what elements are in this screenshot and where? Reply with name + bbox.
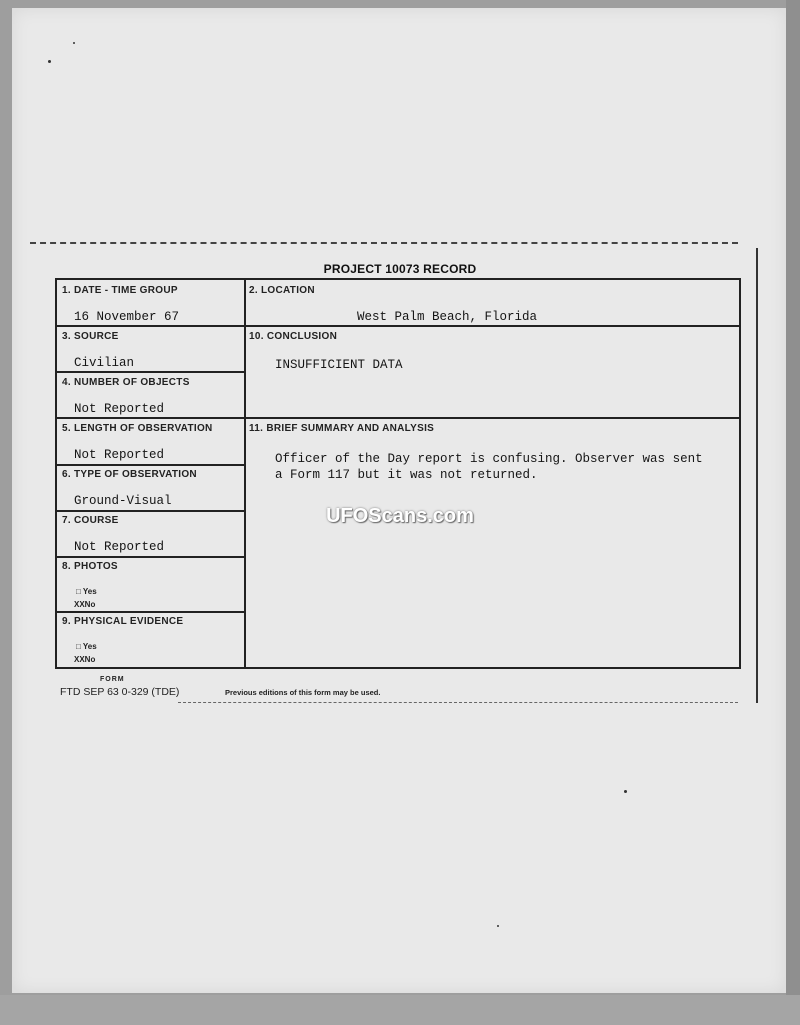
row-divider <box>57 417 244 419</box>
date-time-value: 16 November 67 <box>74 310 180 324</box>
physical-evidence-no-checkbox: XXNo <box>74 655 96 664</box>
conclusion-label: 10. CONCLUSION <box>249 331 338 342</box>
row-divider <box>57 611 244 613</box>
number-of-objects-value: Not Reported <box>74 402 165 416</box>
scan-speck <box>73 42 75 44</box>
summary-text: Officer of the Day report is confusing. Observer was sent a Form 117 but it was not returned. <box>275 452 703 482</box>
photos-yes-checkbox: □ Yes <box>76 587 97 596</box>
top-dashed-rule <box>30 242 738 244</box>
right-edge-rule <box>756 248 758 703</box>
conclusion-value: INSUFFICIENT DATA <box>275 358 403 372</box>
form-title: PROJECT 10073 RECORD <box>323 262 477 276</box>
row-divider <box>57 325 244 327</box>
row-divider <box>244 325 739 327</box>
row-divider <box>57 510 244 512</box>
row-divider <box>57 556 244 558</box>
type-of-observation-label: 6. TYPE OF OBSERVATION <box>62 469 197 480</box>
footer-form-code: FTD SEP 63 0-329 (TDE) <box>60 686 180 698</box>
number-of-objects-label: 4. NUMBER OF OBJECTS <box>62 377 190 388</box>
physical-evidence-yes-checkbox: □ Yes <box>76 642 97 651</box>
source-value: Civilian <box>74 356 135 370</box>
scan-edge-bottom <box>0 995 800 1025</box>
course-label: 7. COURSE <box>62 515 119 526</box>
length-of-observation-label: 5. LENGTH OF OBSERVATION <box>62 423 213 434</box>
footer-note: Previous editions of this form may be used. <box>225 688 381 697</box>
photos-label: 8. PHOTOS <box>62 561 118 572</box>
summary-label: 11. BRIEF SUMMARY AND ANALYSIS <box>249 423 435 434</box>
length-of-observation-value: Not Reported <box>74 448 165 462</box>
record-form <box>55 278 741 669</box>
row-divider <box>244 417 739 419</box>
photos-no-checkbox: XXNo <box>74 600 96 609</box>
column-divider <box>244 280 246 667</box>
watermark: UFOScans.com <box>326 505 474 527</box>
footer-form-word: FORM <box>100 676 125 683</box>
physical-evidence-label: 9. PHYSICAL EVIDENCE <box>62 616 184 627</box>
source-label: 3. SOURCE <box>62 331 119 342</box>
bottom-dashed-rule <box>178 702 738 703</box>
scan-speck <box>624 790 627 793</box>
course-value: Not Reported <box>74 540 165 554</box>
location-value: West Palm Beach, Florida <box>357 310 538 324</box>
scan-speck <box>48 60 51 63</box>
scan-speck <box>497 925 499 927</box>
scan-edge-right <box>786 0 800 1025</box>
row-divider <box>57 371 244 373</box>
row-divider <box>57 464 244 466</box>
type-of-observation-value: Ground-Visual <box>74 494 172 508</box>
date-time-label: 1. DATE - TIME GROUP <box>62 285 178 296</box>
location-label: 2. LOCATION <box>249 285 315 296</box>
